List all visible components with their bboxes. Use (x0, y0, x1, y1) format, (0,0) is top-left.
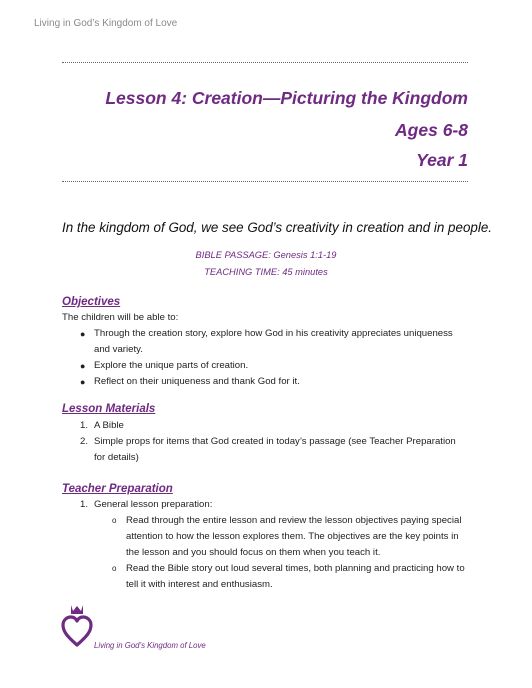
top-dotted-divider (62, 62, 468, 63)
lesson-title: Lesson 4: Creation—Picturing the Kingdom (105, 88, 468, 108)
list-item-continuation: for details) (94, 452, 139, 463)
sub-list-item-continuation: tell it with interest and enthusiasm. (126, 579, 273, 590)
list-number: 2. (80, 436, 89, 447)
list-item: General lesson preparation: (94, 499, 213, 510)
teaching-time: TEACHING TIME: 45 minutes (204, 267, 328, 277)
bullet-icon: ● (80, 329, 86, 339)
list-item: Explore the unique parts of creation. (94, 360, 249, 371)
sub-list-item: Read the Bible story out loud several times, both planning and practicing how to (126, 563, 465, 574)
bullet-icon: ● (80, 377, 86, 387)
running-header: Living in God’s Kingdom of Love (34, 18, 178, 29)
sub-bullet-icon: o (112, 564, 117, 573)
bottom-dotted-divider (62, 181, 468, 182)
objectives-list (80, 326, 500, 390)
list-item-continuation: and variety. (94, 344, 143, 355)
list-item: Reflect on their uniqueness and thank God for it. (94, 376, 300, 387)
lesson-year: Year 1 (416, 150, 468, 170)
sub-bullet-icon: o (112, 516, 117, 525)
sub-list-item-continuation: attention to how the lesson explores them. The objectives are the key points in (126, 531, 459, 542)
materials-list (80, 418, 500, 466)
crown-heart-icon (60, 603, 94, 649)
preparation-list (80, 497, 500, 597)
list-item: A Bible (94, 420, 124, 431)
footer-text: Living in God’s Kingdom of Love (94, 641, 206, 650)
materials-heading: Lesson Materials (62, 403, 156, 415)
bible-passage: BIBLE PASSAGE: Genesis 1:1-19 (195, 250, 337, 260)
list-item: Simple props for items that God created in today’s passage (see Teacher Preparation (94, 436, 456, 447)
intro-statement: In the kingdom of God, we see God’s creativity in creation and in people. (62, 220, 492, 235)
sub-list-item: Read through the entire lesson and review the lesson objectives paying special (126, 515, 462, 526)
list-item: Through the creation story, explore how God in his creativity appreciates uniqueness (94, 328, 453, 339)
objectives-lead: The children will be able to: (62, 312, 179, 323)
list-number: 1. (80, 420, 89, 431)
sub-list-item-continuation: the lesson and you should focus on them when you teach it. (126, 547, 381, 558)
lesson-ages: Ages 6-8 (395, 120, 468, 140)
preparation-heading: Teacher Preparation (62, 483, 173, 495)
bullet-icon: ● (80, 361, 86, 371)
list-number: 1. (80, 499, 89, 510)
objectives-heading: Objectives (62, 296, 121, 308)
